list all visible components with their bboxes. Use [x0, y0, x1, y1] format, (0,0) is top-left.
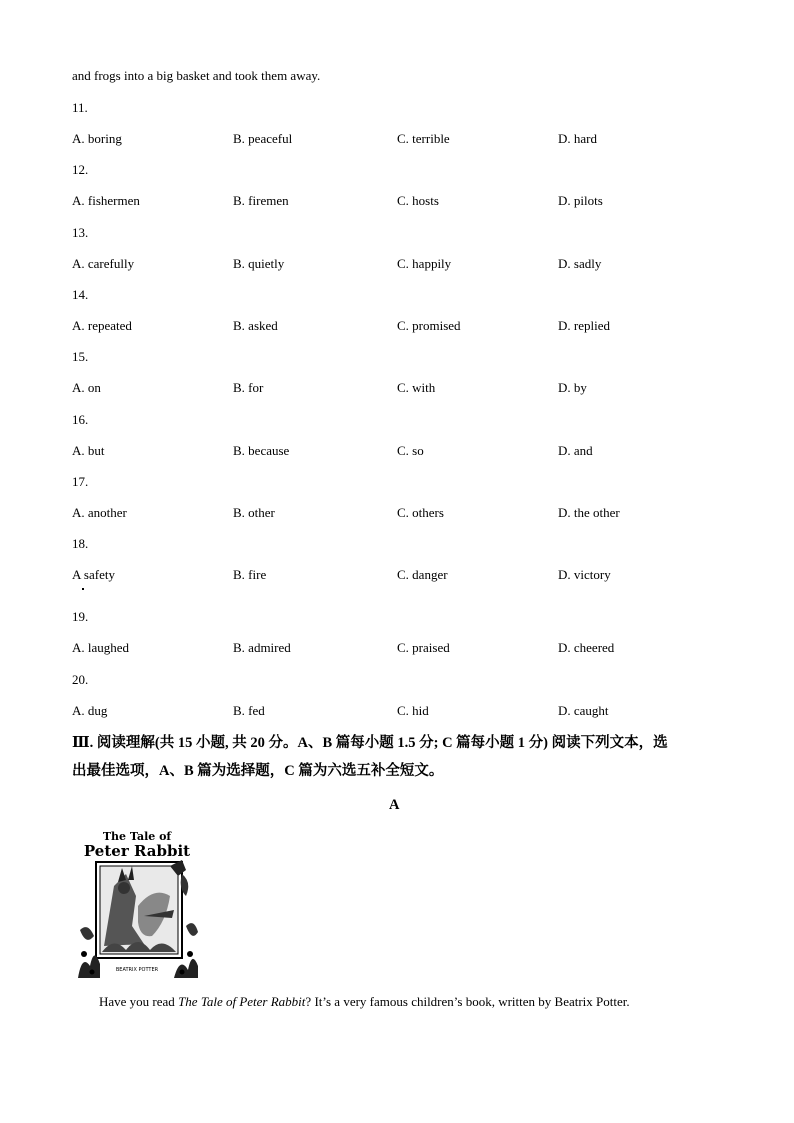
passage-tail-text: and frogs into a big basket and took them away. [72, 68, 321, 83]
option-row [0, 567, 794, 583]
option-a[interactable]: A. fishermen [72, 193, 140, 208]
option-c[interactable]: C. terrible [397, 131, 450, 146]
option-a[interactable]: A. repeated [72, 318, 132, 333]
option-d[interactable]: D. and [558, 443, 593, 458]
question-number: 12. [72, 162, 89, 177]
option-a[interactable]: A. laughed [72, 640, 130, 655]
option-d[interactable]: D. pilots [558, 193, 603, 208]
option-a[interactable]: A. but [72, 443, 105, 458]
option-d[interactable]: D. victory [558, 567, 611, 582]
option-row [0, 131, 794, 147]
option-d[interactable]: D. sadly [558, 256, 602, 271]
section-heading-line1: Ⅲ. 阅读理解(共 15 小题, 共 20 分。A、B 篇每小题 1.5 分; C 篇每小题 1 分) 阅读下列文本，选 [72, 735, 668, 751]
option-row [0, 318, 794, 334]
option-d[interactable]: D. by [558, 380, 587, 395]
book-title-line1: The Tale of [102, 830, 172, 843]
option-c[interactable]: C. promised [397, 318, 461, 333]
option-c[interactable]: C. hosts [397, 193, 439, 208]
option-a[interactable]: A. on [72, 380, 101, 395]
option-c[interactable]: C. so [397, 443, 424, 458]
option-a[interactable]: A. dug [72, 703, 108, 718]
option-b[interactable]: B. fed [233, 703, 265, 718]
option-d[interactable]: D. replied [558, 318, 610, 333]
option-c[interactable]: C. happily [397, 256, 452, 271]
option-c[interactable]: C. with [397, 380, 436, 395]
option-row [0, 256, 794, 272]
option-row [0, 505, 794, 521]
intro-after: ? It’s a very famous children’s book, written by Beatrix Potter. [305, 994, 630, 1009]
question-number: 14. [72, 287, 89, 302]
intro-before: Have you read [99, 994, 179, 1009]
question-number: 18. [72, 536, 89, 551]
question-number: 17. [72, 474, 89, 489]
option-a[interactable]: A. carefully [72, 256, 135, 271]
question-number: 20. [72, 672, 89, 687]
option-b[interactable]: B. quietly [233, 256, 285, 271]
option-row [0, 703, 794, 719]
option-b[interactable]: B. asked [233, 318, 278, 333]
book-title-line2: Peter Rabbit [83, 842, 191, 860]
book-author: BEATRIX POTTER [115, 967, 159, 973]
option-b[interactable]: B. fire [233, 567, 267, 582]
option-c[interactable]: C. others [397, 505, 444, 520]
passage-label: A [389, 797, 400, 813]
option-c[interactable]: C. hid [397, 703, 429, 718]
question-number: 15. [72, 349, 89, 364]
option-b[interactable]: B. admired [233, 640, 291, 655]
print-speck [82, 588, 84, 590]
option-row [0, 380, 794, 396]
option-c[interactable]: C. danger [397, 567, 448, 582]
option-row [0, 640, 794, 656]
question-number: 16. [72, 412, 89, 427]
option-b[interactable]: B. other [233, 505, 275, 520]
option-row [0, 443, 794, 459]
intro-paragraph [99, 994, 630, 1010]
section-heading-line2: 出最佳选项，A、B 篇为选择题，C 篇为六选五补全短文。 [72, 763, 444, 779]
option-c[interactable]: C. praised [397, 640, 450, 655]
option-row [0, 193, 794, 209]
option-d[interactable]: D. hard [558, 131, 597, 146]
option-a[interactable]: A. another [72, 505, 127, 520]
book-cover-image [74, 826, 200, 978]
question-number: 13. [72, 225, 89, 240]
question-number: 19. [72, 609, 89, 624]
option-d[interactable]: D. cheered [558, 640, 615, 655]
option-a[interactable]: A safety [72, 567, 115, 582]
option-a[interactable]: A. boring [72, 131, 122, 146]
intro-book-title: The Tale of Peter Rabbit [178, 994, 306, 1009]
option-d[interactable]: D. the other [558, 505, 620, 520]
question-number: 11. [72, 100, 88, 115]
option-d[interactable]: D. caught [558, 703, 609, 718]
option-b[interactable]: B. firemen [233, 193, 289, 208]
option-b[interactable]: B. for [233, 380, 264, 395]
option-b[interactable]: B. peaceful [233, 131, 293, 146]
option-b[interactable]: B. because [233, 443, 290, 458]
section-heading [72, 729, 732, 785]
